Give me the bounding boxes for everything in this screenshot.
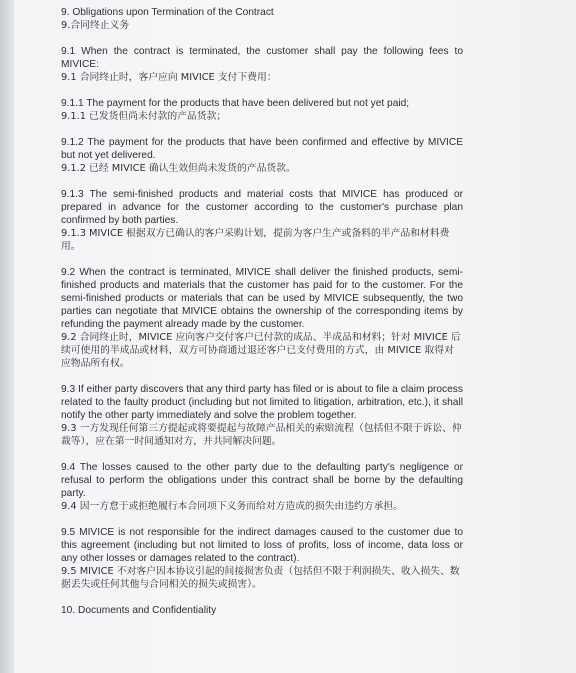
clause-9-1-1-en: 9.1.1 The payment for the products that have been delivered but not yet paid; <box>61 98 410 109</box>
clause-9-5-zh: 9.5 MIVICE 不对客户因本协议引起的间接损害负责（包括但不限于利润损失、收入损失、数据丢失或任何其他与合同相关的损失或损害）。 <box>61 566 460 590</box>
clause-9-1-3-en: 9.1.3 The semi-finished products and material costs that MIVICE has produced or prepared in advance for the customer according to the customer's purchase plan confirmed by both parties. <box>61 189 463 226</box>
clause-9-1-2-zh: 9.1.2 已经 MIVICE 确认生效但尚未发货的产品货款。 <box>61 163 296 174</box>
clause-9-1-3-zh: 9.1.3 MIVICE 根据双方已确认的客户采购计划，提前为客户生产或备料的半产品和材料费用。 <box>61 228 450 252</box>
page-binding-edge <box>0 0 14 673</box>
section-9-title-zh: 9.合同终止义务 <box>61 20 130 31</box>
clause-9-1-2-en: 9.1.2 The payment for the products that have been confirmed and effective by MIVICE but not yet delivered. <box>61 137 463 161</box>
section-9-title-en: 9. Obligations upon Termination of the Contract <box>61 7 274 18</box>
clause-9-5-en: 9.5 MIVICE is not responsible for the indirect damages caused to the customer due to this agreement (including but not limited to loss of profits, loss of income, data loss or any other losses or damages related to the contract). <box>61 527 463 564</box>
contract-text <box>61 6 463 617</box>
clause-9-1-en: 9.1 When the contract is terminated, the customer shall pay the following fees to MIVICE: <box>61 46 463 70</box>
clause-9-2-zh: 9.2 合同终止时，MIVICE 应向客户交付客户已付款的成品、半成品和材料；针对 MIVICE 后续可使用的半成品或材料，双方可协商通过退还客户已支付费用的方式，由 MIVICE 取得对应物品所有权。 <box>61 332 461 369</box>
section-10-title-en: 10. Documents and Confidentiality <box>61 605 217 616</box>
clause-9-2-en: 9.2 When the contract is terminated, MIVICE shall deliver the finished products, semi-finished products and materials that the customer has paid for to the customer. For the semi-finished products or materials that can be used by MIVICE subsequently, the two parties can negotiate that MIVICE obtains the ownership of the corresponding items by refunding the payment already made by the customer. <box>61 267 463 330</box>
clause-9-4-en: 9.4 The losses caused to the other party due to the defaulting party's negligence or refusal to perform the obligations under this contract shall be borne by the defaulting party. <box>61 462 463 499</box>
clause-9-1-zh: 9.1 合同终止时，客户应向 MIVICE 支付下费用： <box>61 72 277 83</box>
clause-9-1-1-zh: 9.1.1 已发货但尚未付款的产品货款； <box>61 111 227 122</box>
clause-9-4-zh: 9.4 因一方怠于或拒绝履行本合同项下义务而给对方造成的损失由违约方承担。 <box>61 501 403 512</box>
clause-9-3-zh: 9.3 一方发现任何第三方提起或将要提起与故障产品相关的索赔流程（包括但不限于诉讼、仲裁等），应在第一时间通知对方，并共同解决问题。 <box>61 423 462 447</box>
clause-9-3-en: 9.3 If either party discovers that any third party has filed or is about to file a claim process related to the faulty product (including but not limited to litigation, arbitration, etc.), it shall notify the other party immediately and solve the problem together. <box>61 384 463 421</box>
